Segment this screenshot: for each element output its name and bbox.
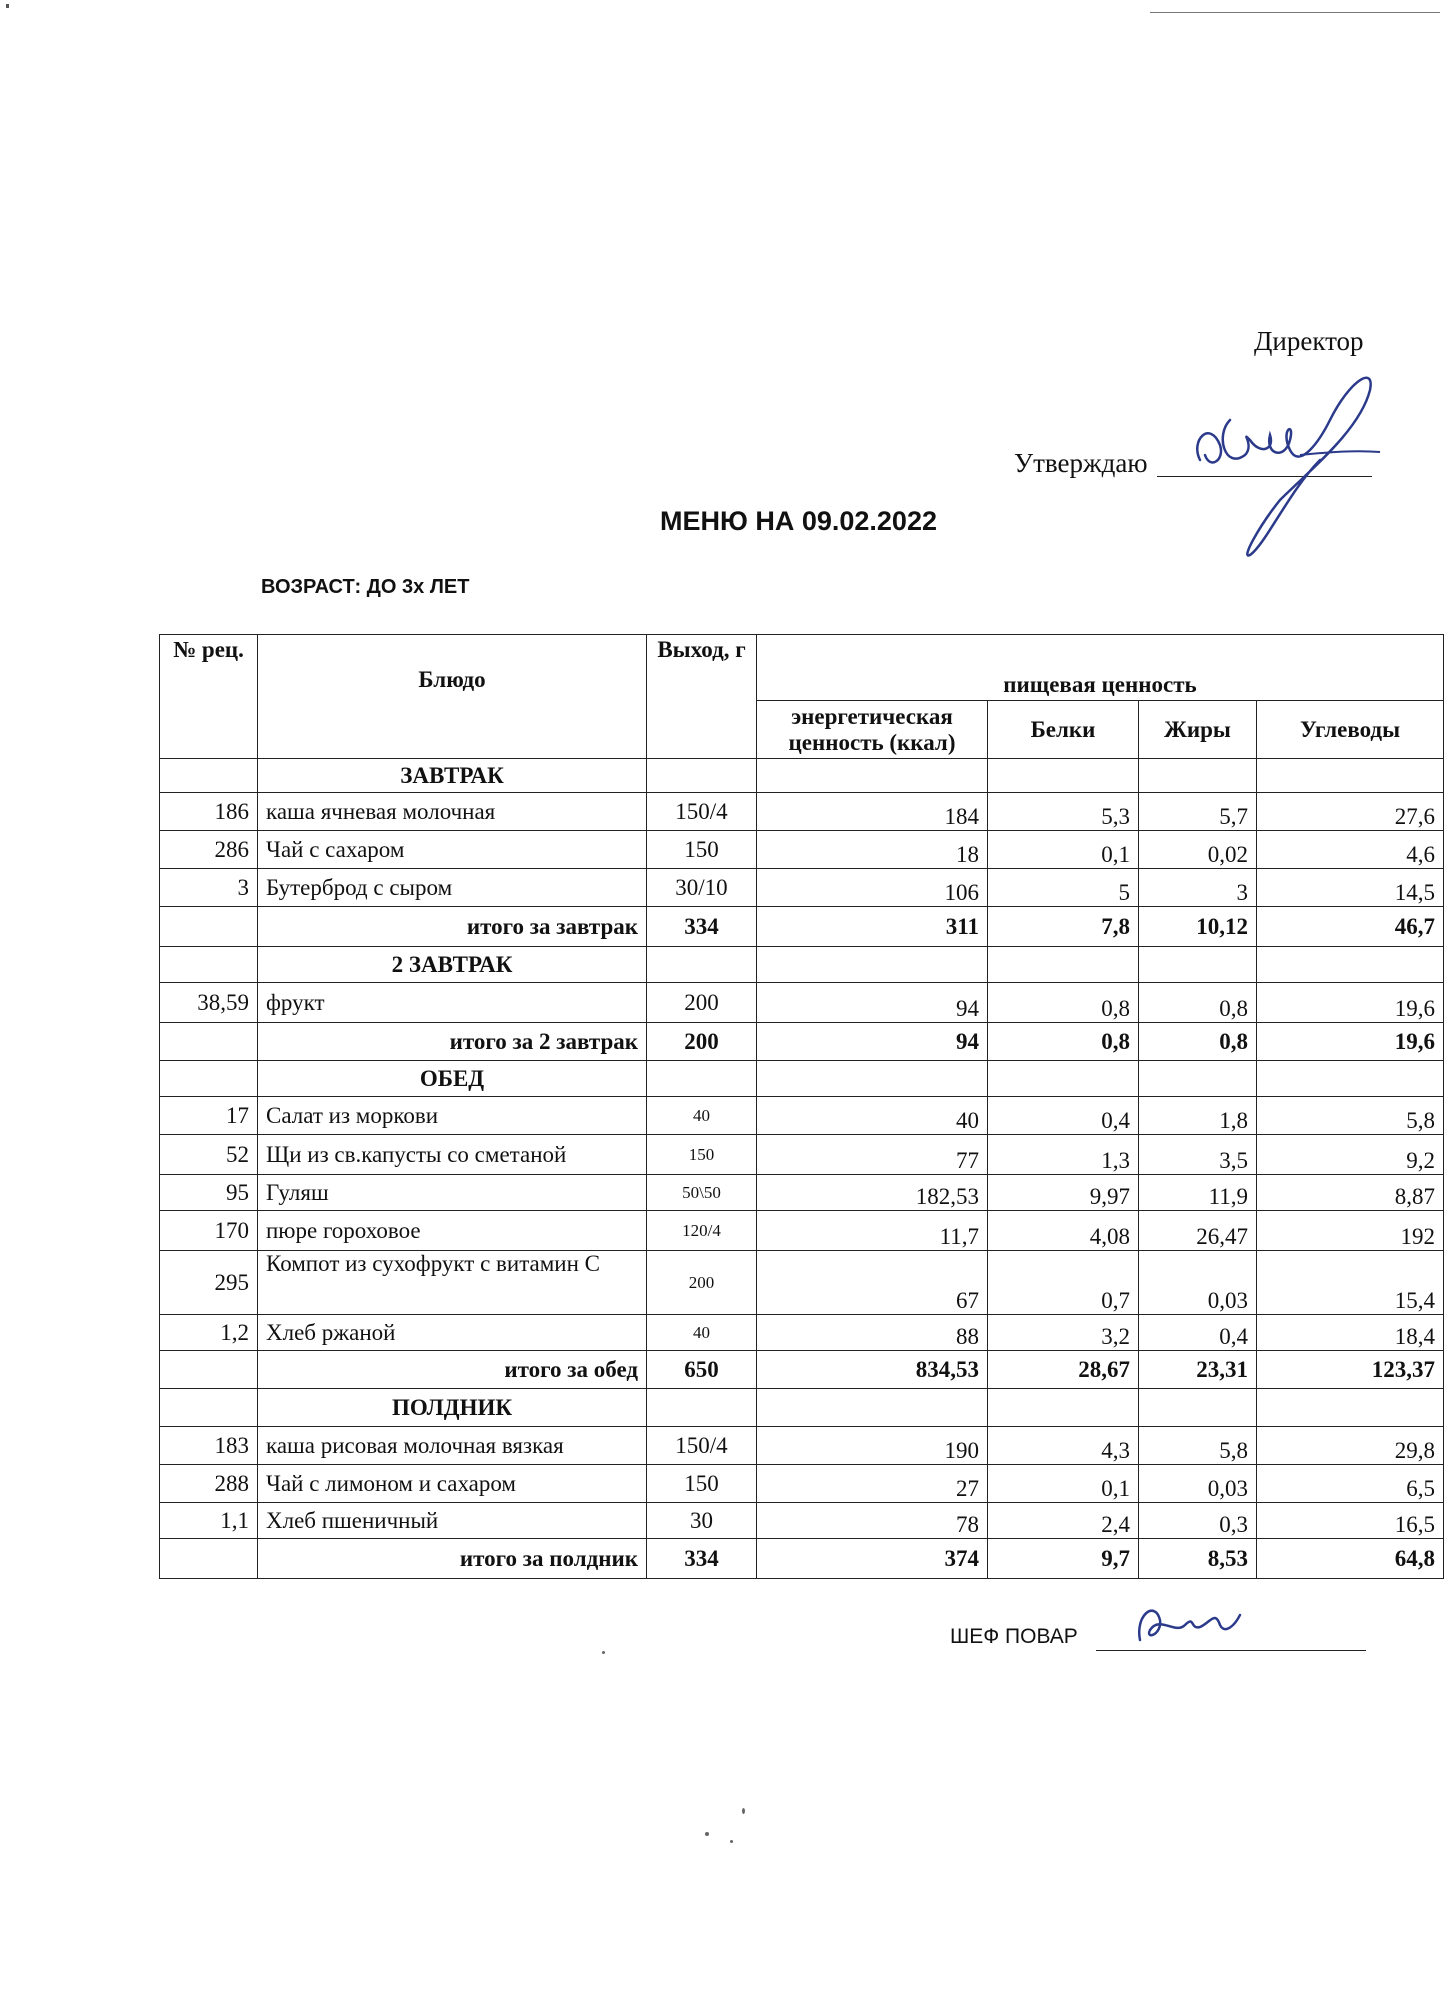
- total-energy: 94: [757, 1023, 988, 1061]
- energy-value: 40: [757, 1097, 988, 1135]
- empty-cell: [160, 1061, 258, 1097]
- empty-cell: [1257, 1389, 1444, 1427]
- table-row: [160, 831, 1444, 869]
- protein-value: 0,8: [988, 983, 1139, 1023]
- dish-name: Хлеб ржаной: [258, 1315, 647, 1351]
- empty-cell: [988, 947, 1139, 983]
- fat-value: 3: [1139, 869, 1257, 907]
- dish-name: Салат из моркови: [258, 1097, 647, 1135]
- protein-value: 0,7: [988, 1251, 1139, 1315]
- empty-cell: [1139, 759, 1257, 793]
- total-fat: 8,53: [1139, 1539, 1257, 1579]
- empty-cell: [1257, 1061, 1444, 1097]
- fat-value: 1,8: [1139, 1097, 1257, 1135]
- section-row: [160, 947, 1444, 983]
- dish-name: Гуляш: [258, 1175, 647, 1211]
- protein-value: 0,1: [988, 831, 1139, 869]
- total-fat: 0,8: [1139, 1023, 1257, 1061]
- total-fat: 10,12: [1139, 907, 1257, 947]
- empty-cell: [757, 759, 988, 793]
- section-title: ОБЕД: [258, 1061, 647, 1097]
- empty-cell: [647, 1061, 757, 1097]
- table-header-row: [160, 635, 1444, 701]
- empty-cell: [988, 1389, 1139, 1427]
- yield-value: 50\50: [647, 1175, 757, 1211]
- total-label: итого за обед: [258, 1351, 647, 1389]
- scan-speck: [730, 1840, 733, 1843]
- dish-name: Щи из св.капусты со сметаной: [258, 1135, 647, 1175]
- protein-value: 1,3: [988, 1135, 1139, 1175]
- fat-value: 0,4: [1139, 1315, 1257, 1351]
- scan-speck: [602, 1651, 605, 1654]
- empty-cell: [160, 947, 258, 983]
- yield-value: 150: [647, 1465, 757, 1503]
- energy-value: 77: [757, 1135, 988, 1175]
- section-title: ЗАВТРАК: [258, 759, 647, 793]
- dish-name: пюре гороховое: [258, 1211, 647, 1251]
- fat-value: 5,8: [1139, 1427, 1257, 1465]
- recipe-number: 183: [160, 1427, 258, 1465]
- director-signature-icon: [1180, 360, 1410, 580]
- energy-value: 67: [757, 1251, 988, 1315]
- protein-value: 0,1: [988, 1465, 1139, 1503]
- carbs-value: 4,6: [1257, 831, 1444, 869]
- yield-value: 40: [647, 1315, 757, 1351]
- carbs-value: 192: [1257, 1211, 1444, 1251]
- menu-table: [159, 634, 1444, 1579]
- scan-mark: [6, 4, 9, 8]
- empty-cell: [1257, 947, 1444, 983]
- energy-value: 88: [757, 1315, 988, 1351]
- total-yield: 334: [647, 1539, 757, 1579]
- energy-value: 106: [757, 869, 988, 907]
- table-row: [160, 1211, 1444, 1251]
- section-row: [160, 1389, 1444, 1427]
- energy-value: 11,7: [757, 1211, 988, 1251]
- total-energy: 834,53: [757, 1351, 988, 1389]
- fat-value: 26,47: [1139, 1211, 1257, 1251]
- fat-value: 0,03: [1139, 1465, 1257, 1503]
- energy-value: 94: [757, 983, 988, 1023]
- empty-cell: [160, 1389, 258, 1427]
- total-yield: 650: [647, 1351, 757, 1389]
- total-protein: 7,8: [988, 907, 1139, 947]
- empty-cell: [988, 1061, 1139, 1097]
- table-row: [160, 1175, 1444, 1211]
- age-label: ВОЗРАСТ: ДО 3х ЛЕТ: [261, 576, 470, 598]
- total-protein: 0,8: [988, 1023, 1139, 1061]
- recipe-number: 38,59: [160, 983, 258, 1023]
- carbs-value: 19,6: [1257, 983, 1444, 1023]
- director-label: Директор: [1254, 326, 1364, 356]
- section-row: [160, 1061, 1444, 1097]
- protein-value: 0,4: [988, 1097, 1139, 1135]
- empty-cell: [647, 947, 757, 983]
- dish-name: Компот из сухофрукт с витамин С: [258, 1251, 647, 1315]
- recipe-number: 186: [160, 793, 258, 831]
- total-fat: 23,31: [1139, 1351, 1257, 1389]
- dish-name: Чай с лимоном и сахаром: [258, 1465, 647, 1503]
- total-carbs: 46,7: [1257, 907, 1444, 947]
- total-energy: 374: [757, 1539, 988, 1579]
- protein-value: 2,4: [988, 1503, 1139, 1539]
- empty-cell: [1257, 759, 1444, 793]
- fat-value: 11,9: [1139, 1175, 1257, 1211]
- empty-cell: [160, 1351, 258, 1389]
- table-row: [160, 1097, 1444, 1135]
- empty-cell: [160, 1023, 258, 1061]
- total-label: итого за 2 завтрак: [258, 1023, 647, 1061]
- total-carbs: 19,6: [1257, 1023, 1444, 1061]
- table-row: [160, 1503, 1444, 1539]
- recipe-number: 3: [160, 869, 258, 907]
- total-protein: 9,7: [988, 1539, 1139, 1579]
- carbs-value: 16,5: [1257, 1503, 1444, 1539]
- carbs-value: 8,87: [1257, 1175, 1444, 1211]
- fat-value: 0,02: [1139, 831, 1257, 869]
- recipe-number: 295: [160, 1251, 258, 1315]
- total-carbs: 123,37: [1257, 1351, 1444, 1389]
- dish-name: Чай с сахаром: [258, 831, 647, 869]
- fat-value: 0,03: [1139, 1251, 1257, 1315]
- chef-signature-icon: [1120, 1595, 1280, 1655]
- protein-value: 9,97: [988, 1175, 1139, 1211]
- table-row: [160, 869, 1444, 907]
- scan-edge-line: [1150, 12, 1440, 13]
- total-label: итого за полдник: [258, 1539, 647, 1579]
- dish-name: Хлеб пшеничный: [258, 1503, 647, 1539]
- dish-name: фрукт: [258, 983, 647, 1023]
- col-no-header: № рец.: [160, 635, 258, 759]
- dish-name: каша ячневая молочная: [258, 793, 647, 831]
- col-carbs-header: Углеводы: [1257, 701, 1444, 759]
- table-row: [160, 1315, 1444, 1351]
- recipe-number: 17: [160, 1097, 258, 1135]
- col-yield-header: Выход, г: [647, 635, 757, 759]
- recipe-number: 1,1: [160, 1503, 258, 1539]
- yield-value: 150/4: [647, 793, 757, 831]
- energy-value: 190: [757, 1427, 988, 1465]
- section-row: [160, 759, 1444, 793]
- table-row: [160, 1465, 1444, 1503]
- table-row: [160, 1427, 1444, 1465]
- fat-value: 3,5: [1139, 1135, 1257, 1175]
- total-row: [160, 1539, 1444, 1579]
- table-row: [160, 1135, 1444, 1175]
- protein-value: 4,3: [988, 1427, 1139, 1465]
- recipe-number: 95: [160, 1175, 258, 1211]
- empty-cell: [647, 1389, 757, 1427]
- total-carbs: 64,8: [1257, 1539, 1444, 1579]
- yield-value: 40: [647, 1097, 757, 1135]
- empty-cell: [1139, 1389, 1257, 1427]
- dish-name: Бутерброд с сыром: [258, 869, 647, 907]
- total-yield: 200: [647, 1023, 757, 1061]
- total-yield: 334: [647, 907, 757, 947]
- carbs-value: 15,4: [1257, 1251, 1444, 1315]
- empty-cell: [1139, 1061, 1257, 1097]
- energy-value: 78: [757, 1503, 988, 1539]
- carbs-value: 14,5: [1257, 869, 1444, 907]
- dish-name: каша рисовая молочная вязкая: [258, 1427, 647, 1465]
- recipe-number: 288: [160, 1465, 258, 1503]
- scan-speck: [705, 1832, 709, 1836]
- yield-value: 30/10: [647, 869, 757, 907]
- yield-value: 200: [647, 1251, 757, 1315]
- empty-cell: [160, 1539, 258, 1579]
- protein-value: 4,08: [988, 1211, 1139, 1251]
- total-energy: 311: [757, 907, 988, 947]
- total-protein: 28,67: [988, 1351, 1139, 1389]
- empty-cell: [1139, 947, 1257, 983]
- empty-cell: [757, 1061, 988, 1097]
- fat-value: 0,3: [1139, 1503, 1257, 1539]
- total-row: [160, 1023, 1444, 1061]
- yield-value: 150: [647, 831, 757, 869]
- protein-value: 3,2: [988, 1315, 1139, 1351]
- col-energy-header: энергетическая ценность (ккал): [757, 701, 988, 759]
- protein-value: 5,3: [988, 793, 1139, 831]
- section-title: ПОЛДНИК: [258, 1389, 647, 1427]
- fat-value: 0,8: [1139, 983, 1257, 1023]
- carbs-value: 27,6: [1257, 793, 1444, 831]
- chef-label: ШЕФ ПОВАР: [950, 1625, 1078, 1648]
- total-row: [160, 1351, 1444, 1389]
- empty-cell: [757, 1389, 988, 1427]
- carbs-value: 5,8: [1257, 1097, 1444, 1135]
- empty-cell: [647, 759, 757, 793]
- recipe-number: 1,2: [160, 1315, 258, 1351]
- carbs-value: 29,8: [1257, 1427, 1444, 1465]
- recipe-number: 52: [160, 1135, 258, 1175]
- col-dish-header: Блюдо: [258, 635, 647, 759]
- col-nutrition-header: пищевая ценность: [757, 635, 1444, 701]
- empty-cell: [160, 759, 258, 793]
- energy-value: 18: [757, 831, 988, 869]
- table-row: [160, 1251, 1444, 1315]
- energy-value: 27: [757, 1465, 988, 1503]
- yield-value: 200: [647, 983, 757, 1023]
- empty-cell: [757, 947, 988, 983]
- empty-cell: [160, 907, 258, 947]
- recipe-number: 286: [160, 831, 258, 869]
- scan-speck: [742, 1808, 745, 1814]
- col-protein-header: Белки: [988, 701, 1139, 759]
- energy-value: 182,53: [757, 1175, 988, 1211]
- recipe-number: 170: [160, 1211, 258, 1251]
- yield-value: 150: [647, 1135, 757, 1175]
- page-title: МЕНЮ НА 09.02.2022: [660, 506, 937, 536]
- yield-value: 150/4: [647, 1427, 757, 1465]
- total-label: итого за завтрак: [258, 907, 647, 947]
- total-row: [160, 907, 1444, 947]
- yield-value: 30: [647, 1503, 757, 1539]
- table-row: [160, 793, 1444, 831]
- protein-value: 5: [988, 869, 1139, 907]
- carbs-value: 9,2: [1257, 1135, 1444, 1175]
- carbs-value: 6,5: [1257, 1465, 1444, 1503]
- empty-cell: [988, 759, 1139, 793]
- section-title: 2 ЗАВТРАК: [258, 947, 647, 983]
- carbs-value: 18,4: [1257, 1315, 1444, 1351]
- fat-value: 5,7: [1139, 793, 1257, 831]
- col-fat-header: Жиры: [1139, 701, 1257, 759]
- approve-label: Утверждаю: [1014, 448, 1148, 478]
- table-row: [160, 983, 1444, 1023]
- yield-value: 120/4: [647, 1211, 757, 1251]
- energy-value: 184: [757, 793, 988, 831]
